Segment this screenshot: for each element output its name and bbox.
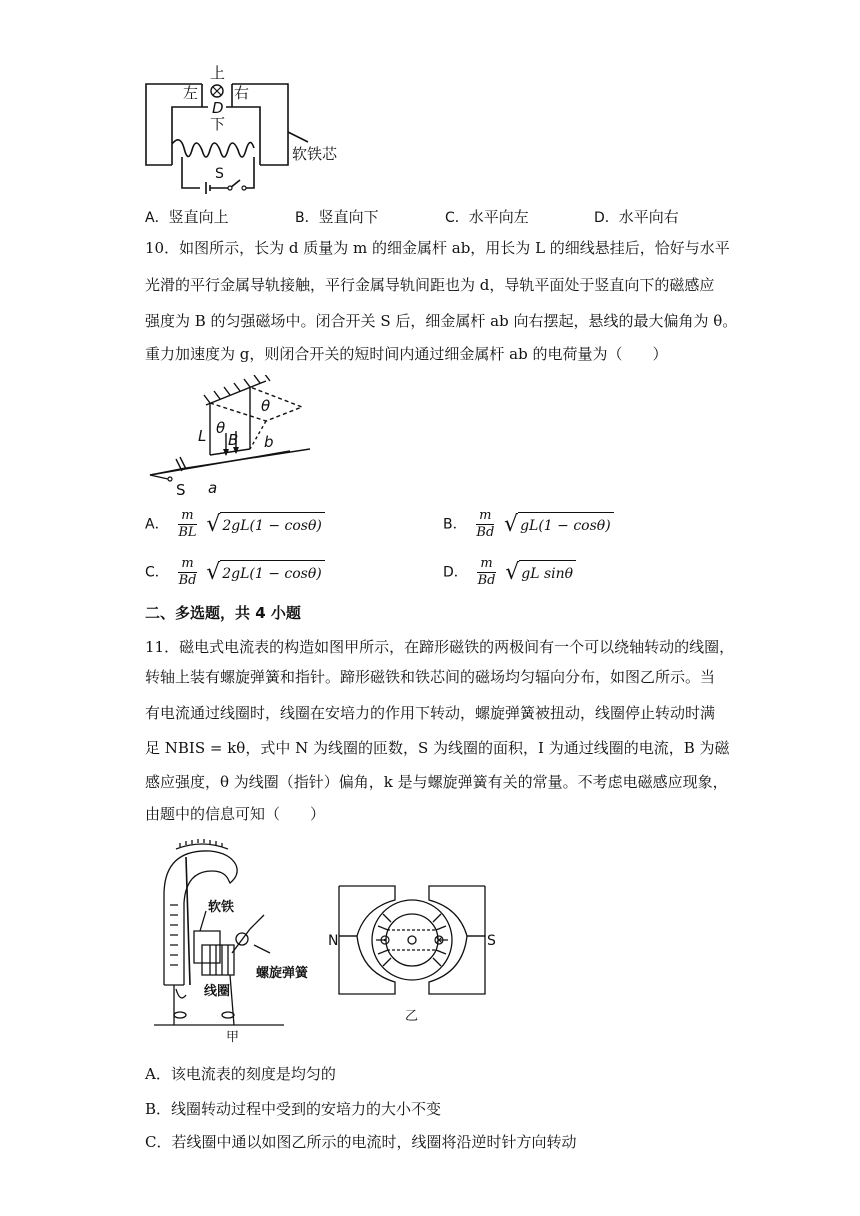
q11-option-a[interactable]: A．该电流表的刻度是均匀的 (145, 1065, 336, 1083)
fig-jia-label-coil: 线圈 (204, 984, 231, 999)
q11-line-4: 足 NBIS = kθ，式中 N 为线圈的匝数，S 为线圈的面积，I 为通过线圈的电流，B 为磁 (145, 739, 730, 757)
fig1-label-d: D (212, 99, 224, 117)
fraction: $\frac{m}{BL}$ (178, 508, 197, 540)
fig1-label-top: 上 (210, 64, 226, 82)
q10-line-2: 光滑的平行金属导轨接触，平行金属导轨间距也为 d，导轨平面处于竖直向下的磁感应 (145, 276, 715, 294)
fig2-label-b-field: B (228, 431, 239, 449)
square-root: √ gL sinθ (505, 560, 576, 586)
fig1-label-right: 右 (234, 84, 250, 102)
q11-option-c[interactable]: C．若线圈中通以如图乙所示的电流时，线圈将沿逆时针方向转动 (145, 1133, 577, 1151)
electromagnet-figure (140, 62, 370, 202)
fraction: $\frac{m}{Bd}$ (476, 508, 495, 540)
q9-option-b[interactable]: B．竖直向下 (295, 208, 379, 226)
q9-option-c[interactable]: C．水平向左 (445, 208, 529, 226)
fraction: $\frac{m}{Bd}$ (178, 556, 197, 588)
fig1-label-switch: S (215, 166, 224, 182)
q11-line-5: 感应强度，θ 为线圈（指针）偏角，k 是与螺旋弹簧有关的常量。不考虑电磁感应现象， (145, 773, 728, 791)
fig2-theta-1: θ (216, 419, 226, 437)
q11-line-1: 11．磁电式电流表的构造如图甲所示，在蹄形磁铁的两极间有一个可以绕轴转动的线圈， (145, 638, 735, 656)
fig1-label-bottom: 下 (210, 115, 226, 133)
q10-line-3: 强度为 B 的匀强磁场中。闭合开关 S 后，细金属杆 ab 向右摆起，悬线的最大偏角为 θ。 (145, 312, 738, 330)
q10-line-1: 10．如图所示，长为 d 质量为 m 的细金属杆 ab，用长为 L 的细线悬挂后，恰好与水平 (145, 239, 730, 257)
section-heading: 二、多选题，共 4 小题 (145, 604, 301, 622)
fig-yi-label-n: N (328, 933, 339, 949)
radial-field-figure-yi (325, 880, 500, 1030)
q10-option-b[interactable]: B． $\frac{m}{Bd}$ √ gL(1 − cosθ) (443, 508, 614, 541)
fig-yi-label-s: S (487, 933, 496, 949)
fig-jia-label-iron: 软铁 (208, 900, 235, 915)
q10-line-4: 重力加速度为 g，则闭合开关的短时间内通过细金属杆 ab 的电荷量为（ ） (145, 345, 668, 363)
q11-line-6: 由题中的信息可知（ ） (145, 805, 326, 823)
fig2-label-b: b (264, 433, 274, 451)
square-root: √ 2gL(1 − cosθ) (206, 560, 325, 586)
fig1-label-left: 左 (183, 84, 199, 102)
fig2-label-l: L (198, 427, 207, 445)
q9-option-d[interactable]: D．水平向右 (594, 208, 679, 226)
square-root: √ 2gL(1 − cosθ) (206, 512, 325, 538)
fig-yi-caption: 乙 (405, 1009, 419, 1024)
fraction: $\frac{m}{Bd}$ (477, 556, 496, 588)
rod-rail-figure (140, 375, 310, 500)
galvanometer-figure-jia (150, 835, 330, 1045)
q10-option-c[interactable]: C． $\frac{m}{Bd}$ √ 2gL(1 − cosθ) (145, 556, 325, 589)
square-root: √ gL(1 − cosθ) (504, 512, 614, 538)
fig2-label-s: S (176, 481, 186, 499)
q11-line-2: 转轴上装有螺旋弹簧和指针。蹄形磁铁和铁芯间的磁场均匀辐向分布，如图乙所示。当 (145, 668, 716, 686)
q11-option-b[interactable]: B．线圈转动过程中受到的安培力的大小不变 (145, 1100, 442, 1118)
q11-line-3: 有电流通过线圈时，线圈在安培力的作用下转动，螺旋弹簧被扭动，线圈停止转动时满 (145, 704, 716, 722)
fig1-label-core: 软铁芯 (292, 145, 338, 163)
fig2-theta-2: θ (261, 397, 271, 415)
fig-jia-caption: 甲 (226, 1030, 240, 1045)
fig2-label-a: a (208, 479, 218, 497)
q10-option-a[interactable]: A． $\frac{m}{BL}$ √ 2gL(1 − cosθ) (145, 508, 325, 541)
fig-jia-label-spring: 螺旋弹簧 (256, 966, 309, 981)
q10-option-d[interactable]: D． $\frac{m}{Bd}$ √ gL sinθ (443, 556, 576, 589)
q9-option-a[interactable]: A．竖直向上 (145, 208, 229, 226)
